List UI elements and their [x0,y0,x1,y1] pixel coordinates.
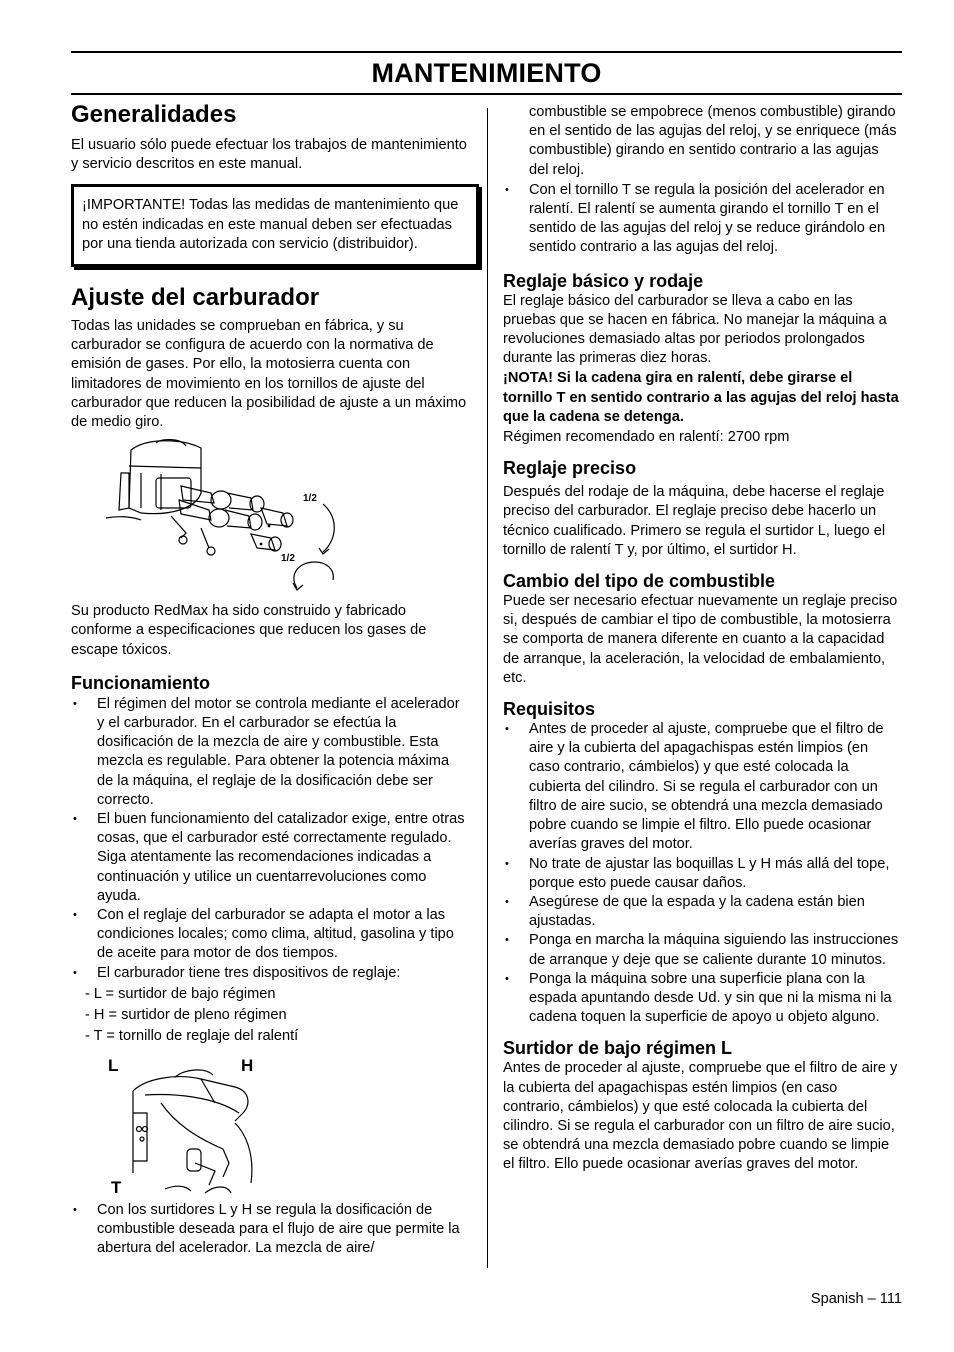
list-item: • Ponga la máquina sobre una superficie plana con la espada apuntando desde Ud. y sin que ni la misma ni la cadena toquen la superficie de apoyo u objeto alguno. [503,970,902,1028]
page-number: Spanish – 111 [810,1291,902,1307]
section-title-cambio-combustible: Cambio del tipo de combustible [503,571,776,592]
list-item: • El régimen del motor se controla mediante el acelerador y el carburador. En el carburador se efectúa la dosificación de la mezcla de aire y combustible. Esta mezcla es regulable. Para obtener la potencia máxima de la máquina, el reglaje de la dosificación debe ser correcto. [71,695,469,810]
section-title-requisitos: Requisitos [503,699,596,720]
reglaje-basico-note: ¡NOTA! Si la cadena gira en ralentí, debe girarse el tornillo T en sentido contrario a las agujas del reloj hasta que la cadena se detenga. [503,370,899,425]
section-title-generalidades: Generalidades [71,101,237,128]
generalidades-text: El usuario sólo puede efectuar los trabajos de mantenimiento y servicio descritos en este manual. [71,137,467,173]
left-column [71,100,469,1259]
idle-screw-list [503,181,902,258]
reglaje-basico-text: El reglaje básico del carburador se lleva a cabo en las pruebas que se hacen en fábrica. No manejar la máquina a revoluciones demasiado altas por periodos prolongados durante las primeras diez horas. [503,292,887,367]
list-item: • El buen funcionamiento del catalizador exige, entre otras cosas, que el carburador esté correctamente regulado. Siga atentamente las recomendaciones indicadas a continuación y utilice un cuentarrevoluciones como ayuda. [71,810,469,906]
header-rule-bottom [71,93,902,95]
important-notice-box [71,184,479,267]
continuation-text: combustible se empobrece (menos combustible) girando en el sentido de las agujas del reloj, y se enriquece (más combustible) girando en sentido contrario a las agujas del reloj. [529,104,897,178]
list-item: • Ponga en marcha la máquina siguiendo las instrucciones de arranque y deje que se caliente durante 10 minutos. [503,931,902,969]
section-title-reglaje-basico: Reglaje básico y rodaje [503,270,704,291]
right-column [503,103,902,1175]
header-rule-top [71,51,902,53]
surtidor-bajo-text: Antes de proceder al ajuste, compruebe que el filtro de aire y la cubierta del apagachispas estén limpios (en caso contrario, cámbielos) y que esté colocada la cubierta del cilindro. Si se regula el carburador con un filtro de aire sucio, se obtendrá una mezcla demasiado pobre cuando se limpie el filtro. Ello puede ocasionar averías graves del motor. [503,1060,898,1173]
figure-label-l: L [108,1055,119,1075]
figure-label-h: H [241,1055,254,1075]
section-title-reglaje-preciso: Reglaje preciso [503,458,637,479]
device-item-h: - H = surtidor de pleno régimen [85,1006,287,1023]
list-item: • Con el tornillo T se regula la posición del acelerador en ralentí. El ralentí se aumenta girando el tornillo T en el sentido de las agujas del reloj y se reduce girándolo en sentido contrario a las agujas del reloj. [503,181,902,258]
carburetor-illustration [101,438,361,602]
important-notice-text: ¡IMPORTANTE! Todas las medidas de mantenimiento que no estén indicadas en este manual deben ser efectuadas por una tienda autorizada con servicio (distribuidor). [82,197,459,252]
section-title-funcionamiento: Funcionamiento [71,672,210,693]
screw-location-figure [71,1047,469,1195]
device-item-t: - T = tornillo de reglaje del ralentí [85,1027,299,1044]
column-divider [487,108,488,1268]
list-item: • Con los surtidores L y H se regula la dosificación de combustible deseada para el flujo de aire que permite la abertura del acelerador. La mezcla de aire/ [71,1201,469,1259]
figure-label-t: T [111,1177,122,1197]
ajuste-text: Todas las unidades se comprueban en fábrica, y su carburador se configura de acuerdo con la normativa de emisión de gases. Por ello, la motosierra cuenta con limitadores de movimiento en los tornillos de ajuste del carburador que reducen la posibilidad de ajuste a un máximo de medio giro. [71,318,467,431]
idle-rpm-text: Régimen recomendado en ralentí: 2700 rpm [503,429,790,446]
funcionamiento-list [71,695,469,983]
section-title-ajuste: Ajuste del carburador [71,284,320,312]
final-bullet-list [71,1201,469,1259]
list-item: • Antes de proceder al ajuste, compruebe que el filtro de aire y la cubierta del apagachispas estén limpios (en caso contrario, cámbielos) y que esté colocada la cubierta del cilindro. Si se regula el carburador con un filtro de aire sucio, se obtendrá una mezcla demasiado pobre cuando se limpie el filtro. Ello puede ocasionar averías graves del motor. [503,720,902,854]
reglaje-preciso-text: Después del rodaje de la máquina, debe hacerse el reglaje preciso del carburador. El reglaje preciso debe hacerlo un técnico cualificado. Primero se regula el surtidor L, luego el tornillo de ralentí T y, por último, el surtidor H. [503,484,886,558]
list-item: • No trate de ajustar las boquillas L y H más allá del tope, porque esto puede causar daños. [503,855,902,893]
requisitos-list [503,720,902,1027]
rotation-label-bottom: 1/2 [281,553,295,565]
rotation-label-top: 1/2 [303,493,317,505]
list-item: • Con el reglaje del carburador se adapta el motor a las condiciones locales; como clima, altitud, gasolina y tipo de aceite para motor de dos tiempos. [71,906,469,964]
screw-location-illustration [105,1053,305,1201]
carburetor-figure [71,432,469,596]
list-item: • El carburador tiene tres dispositivos de reglaje: [71,964,469,983]
device-item-l: - L = surtidor de bajo régimen [85,985,276,1002]
section-title-surtidor-bajo: Surtidor de bajo régimen L [503,1038,733,1059]
cambio-combustible-text: Puede ser necesario efectuar nuevamente un reglaje preciso si, después de cambiar el tipo de combustible, la motosierra se comporta de manera diferente en cuanto a la capacidad de arranque, la aceleración, la velocidad de embalamiento, etc. [503,593,898,686]
list-item: • Asegúrese de que la espada y la cadena están bien ajustadas. [503,893,902,931]
redmax-text: Su producto RedMax ha sido construido y fabricado conforme a especificaciones que reducen los gases de escape tóxicos. [71,603,427,658]
page-title: MANTENIMIENTO [371,58,602,88]
